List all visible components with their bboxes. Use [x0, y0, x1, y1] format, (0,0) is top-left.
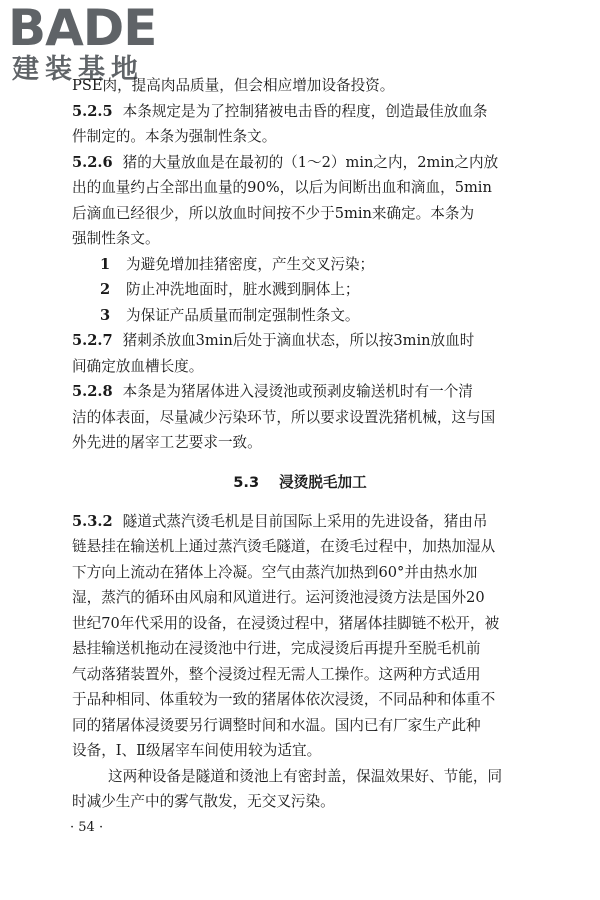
- line-text: 这两种设备是隧道和烫池上有密封盖，保温效果好、节能，同: [108, 767, 503, 785]
- logo-subtitle: 建装基地: [12, 54, 144, 85]
- line-text: 防止冲洗地面时，脏水溅到胴体上；: [126, 281, 360, 298]
- text-line: [72, 636, 600, 662]
- text-line: [72, 430, 600, 456]
- line-text: 本条是为猪屠体进入浸烫池或预剥皮输送机时有一个清: [122, 383, 473, 400]
- list-item-number: 3: [100, 306, 111, 324]
- text-line: [72, 789, 600, 815]
- line-text: 时减少生产中的雾气散发，无交叉污染。: [72, 793, 335, 810]
- text-line: [72, 175, 600, 201]
- text-line: [100, 303, 600, 329]
- line-text: 外先进的屠宰工艺要求一致。: [72, 434, 262, 451]
- text-line: [100, 277, 600, 303]
- line-text: 强制性条文。: [72, 230, 160, 247]
- clause-number: 5.3.2: [72, 512, 113, 530]
- text-line: [72, 534, 600, 560]
- line-text: 隧道式蒸汽烫毛机是目前国际上采用的先进设备，猪由吊: [122, 512, 488, 530]
- line-text: 洁的体表面，尽量减少污染环节，所以要求设置洗猪机械，这与国: [72, 408, 496, 426]
- section-number: 5.3: [233, 473, 260, 491]
- text-line: [72, 611, 600, 637]
- line-text: 悬挂输送机拖动在浸烫池中行进，完成浸烫后再提升至脱毛机前: [72, 640, 481, 657]
- line-text: 于品种相同、体重较为一致的猪屠体依次浸烫，不同品种和体重不: [72, 691, 496, 708]
- text-line: [72, 379, 600, 405]
- line-text: 间确定放血槽长度。: [72, 357, 204, 375]
- logo-brand: BADE: [8, 0, 157, 57]
- clause-number: 5.2.5: [72, 102, 113, 120]
- line-text: 为保证产品质量而制定强制性条文。: [126, 306, 360, 324]
- text-line: [72, 124, 600, 150]
- list-item-number: 2: [100, 281, 111, 298]
- clause-number: 5.2.6: [72, 153, 113, 171]
- text-line: [72, 354, 600, 380]
- line-text: 气动落猪装置外，整个浸烫过程无需人工操作。这两种方式适用: [72, 665, 481, 683]
- section-title: 浸烫脱毛加工: [279, 473, 367, 491]
- section-heading: [0, 470, 600, 495]
- text-line: [72, 585, 600, 611]
- line-text: 链悬挂在输送机上通过蒸汽烫毛隧道，在烫毛过程中，加热加湿从: [72, 538, 496, 555]
- line-text: 为避免增加挂猪密度，产生交叉污染；: [126, 255, 375, 273]
- text-block-5-2: [0, 73, 600, 456]
- page-body: [0, 73, 600, 815]
- line-text: 同的猪屠体浸烫要另行调整时间和水温。国内已有厂家生产此种: [72, 716, 481, 734]
- text-line: [72, 99, 600, 125]
- line-text: 下方向上流动在猪体上冷凝。空气由蒸汽加热到60°并由热水加: [72, 563, 478, 581]
- page-number: · 54 ·: [70, 820, 104, 835]
- text-line: [72, 328, 600, 354]
- line-text: 件制定的。本条为强制性条文。: [72, 128, 277, 145]
- line-text: 出的血量约占全部出血量的90%，以后为间断出血和滴血，5min: [72, 179, 492, 196]
- text-line: [100, 252, 600, 278]
- text-line: [72, 73, 600, 99]
- text-line: [72, 713, 600, 739]
- text-line: [72, 662, 600, 688]
- clause-number: 5.2.8: [72, 383, 113, 400]
- text-line: [72, 560, 600, 586]
- text-block-5-3: [0, 509, 600, 815]
- clause-number: 5.2.7: [72, 332, 113, 349]
- line-text: 猪刺杀放血3min后处于滴血状态，所以按3min放血时: [122, 332, 475, 349]
- line-text: PSE肉，提高肉品质量，但会相应增加设备投资。: [72, 77, 395, 94]
- text-line: [72, 226, 600, 252]
- line-text: 设备，Ⅰ、Ⅱ级屠宰车间使用较为适宜。: [72, 742, 322, 759]
- text-line: [72, 201, 600, 227]
- text-line: [72, 509, 600, 535]
- line-text: 湿，蒸汽的循环由风扇和风道进行。运河烫池浸烫方法是国外20: [72, 589, 485, 606]
- list-item-number: 1: [100, 255, 111, 273]
- text-line: [108, 764, 600, 790]
- text-line: [72, 738, 600, 764]
- line-text: 猪的大量放血是在最初的（1～2）min之内，2min之内放: [122, 153, 499, 171]
- line-text: 世纪70年代采用的设备，在浸烫过程中，猪屠体挂脚链不松开，被: [72, 614, 500, 632]
- text-line: [72, 687, 600, 713]
- line-text: 后滴血已经很少，所以放血时间按不少于5min来确定。本条为: [72, 204, 475, 222]
- text-line: [72, 150, 600, 176]
- line-text: 本条规定是为了控制猪被电击昏的程度，创造最佳放血条: [122, 102, 488, 120]
- text-line: [72, 405, 600, 431]
